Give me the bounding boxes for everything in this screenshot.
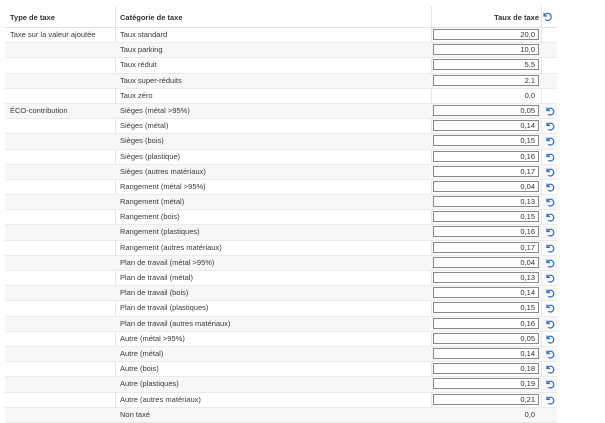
table-row <box>5 347 557 362</box>
header-tax-rate: Taux de taxe <box>494 13 539 22</box>
table-row <box>5 134 557 149</box>
table-row <box>5 89 557 104</box>
table-row <box>5 301 557 316</box>
undo-icon[interactable] <box>544 181 555 192</box>
tax-rate-input[interactable]: 0,16 <box>433 151 539 162</box>
tax-category-cell: Autre (métal) <box>120 348 164 358</box>
undo-icon[interactable] <box>544 120 555 131</box>
table-body <box>5 28 557 423</box>
undo-icon[interactable] <box>544 318 555 329</box>
tax-rate-input[interactable]: 0,04 <box>433 181 539 192</box>
table-row <box>5 43 557 58</box>
tax-category-cell: Plan de travail (métal >95%) <box>120 257 215 267</box>
tax-rate-input[interactable]: 0,18 <box>433 363 539 374</box>
tax-type-cell: ÉCO-contribution <box>10 105 68 115</box>
tax-category-cell: Rangement (autres matériaux) <box>120 242 222 252</box>
table-row <box>5 241 557 256</box>
undo-all-icon[interactable] <box>541 10 553 22</box>
tax-rate-input[interactable]: 2,1 <box>433 75 539 86</box>
undo-icon[interactable] <box>544 272 555 283</box>
undo-icon[interactable] <box>544 135 555 146</box>
tax-rate-input[interactable]: 10,0 <box>433 44 539 55</box>
tax-rate-input[interactable]: 0,04 <box>433 257 539 268</box>
table-row <box>5 195 557 210</box>
tax-category-cell: Rangement (métal) <box>120 197 185 207</box>
table-row <box>5 332 557 347</box>
tax-category-cell: Sièges (plastique) <box>120 151 181 161</box>
undo-icon[interactable] <box>544 333 555 344</box>
table-row <box>5 210 557 225</box>
table-row <box>5 180 557 195</box>
tax-category-cell: Autre (bois) <box>120 364 159 374</box>
undo-icon[interactable] <box>544 363 555 374</box>
undo-icon[interactable] <box>544 302 555 313</box>
tax-category-cell: Rangement (bois) <box>120 212 180 222</box>
tax-category-cell: Autre (autres matériaux) <box>120 394 201 404</box>
undo-icon[interactable] <box>544 211 555 222</box>
undo-icon[interactable] <box>544 394 555 405</box>
tax-rate-input[interactable]: 5,5 <box>433 59 539 70</box>
table-row <box>5 165 557 180</box>
table-row <box>5 28 557 43</box>
tax-rate-input[interactable]: 20,0 <box>433 29 539 40</box>
table-row <box>5 393 557 408</box>
undo-icon[interactable] <box>544 378 555 389</box>
table-header <box>5 6 557 28</box>
undo-icon[interactable] <box>544 257 555 268</box>
undo-icon[interactable] <box>544 166 555 177</box>
tax-category-cell: Taux réduit <box>120 60 157 70</box>
tax-rate-input[interactable]: 0,14 <box>433 287 539 298</box>
tax-rate-input[interactable]: 0,21 <box>433 394 539 405</box>
undo-icon[interactable] <box>544 151 555 162</box>
tax-rate-input[interactable]: 0,05 <box>433 333 539 344</box>
table-row <box>5 362 557 377</box>
tax-category-cell: Rangement (plastiques) <box>120 227 200 237</box>
tax-category-cell: Plan de travail (autres matériaux) <box>120 318 231 328</box>
undo-icon[interactable] <box>544 287 555 298</box>
tax-rate-input[interactable]: 0,15 <box>433 135 539 146</box>
undo-icon[interactable] <box>544 242 555 253</box>
tax-rate-input[interactable]: 0,16 <box>433 318 539 329</box>
table-row <box>5 150 557 165</box>
tax-rate-value: 0,0 <box>524 409 535 419</box>
tax-rate-input[interactable]: 0,14 <box>433 348 539 359</box>
tax-category-cell: Autre (métal >95%) <box>120 333 185 343</box>
table-row <box>5 58 557 73</box>
table-row <box>5 256 557 271</box>
tax-rate-input[interactable]: 0,19 <box>433 378 539 389</box>
tax-rate-input[interactable]: 0,15 <box>433 211 539 222</box>
tax-category-cell: Taux standard <box>120 30 168 39</box>
undo-icon[interactable] <box>544 348 555 359</box>
tax-category-cell: Taux zéro <box>120 90 153 100</box>
undo-icon[interactable] <box>544 105 555 116</box>
header-tax-type: Type de taxe <box>10 13 55 22</box>
tax-category-cell: Non taxé <box>120 409 151 419</box>
tax-category-cell: Autre (plastiques) <box>120 379 179 389</box>
table-row <box>5 104 557 119</box>
tax-category-cell: Taux super-réduits <box>120 75 182 85</box>
tax-rate-input[interactable]: 0,17 <box>433 242 539 253</box>
tax-rate-input[interactable]: 0,13 <box>433 272 539 283</box>
tax-type-cell: Taxe sur la valeur ajoutée <box>10 30 96 39</box>
tax-category-cell: Taux parking <box>120 45 163 55</box>
tax-rate-input[interactable]: 0,05 <box>433 105 539 116</box>
table-row <box>5 286 557 301</box>
tax-category-cell: Rangement (métal >95%) <box>120 181 206 191</box>
tax-rate-value: 0,0 <box>524 90 535 100</box>
tax-category-cell: Plan de travail (plastiques) <box>120 303 209 313</box>
tax-category-cell: Sièges (bois) <box>120 136 164 146</box>
tax-rate-table <box>5 6 557 423</box>
table-row <box>5 377 557 392</box>
table-row <box>5 225 557 240</box>
tax-rate-input[interactable]: 0,14 <box>433 120 539 131</box>
tax-category-cell: Plan de travail (bois) <box>120 288 189 298</box>
undo-icon[interactable] <box>544 226 555 237</box>
table-row <box>5 119 557 134</box>
tax-category-cell: Sièges (autres matériaux) <box>120 166 206 176</box>
tax-rate-input[interactable]: 0,13 <box>433 196 539 207</box>
tax-category-cell: Plan de travail (métal) <box>120 273 193 282</box>
tax-rate-input[interactable]: 0,17 <box>433 166 539 177</box>
table-row <box>5 408 557 423</box>
table-row <box>5 74 557 89</box>
tax-category-cell: Sièges (métal) <box>120 121 169 131</box>
table-row <box>5 271 557 286</box>
header-tax-category: Catégorie de taxe <box>120 13 183 22</box>
table-row <box>5 317 557 332</box>
tax-rate-input[interactable]: 0,15 <box>433 302 539 313</box>
tax-rate-input[interactable]: 0,16 <box>433 226 539 237</box>
tax-category-cell: Sièges (métal >95%) <box>120 105 190 115</box>
undo-icon[interactable] <box>544 196 555 207</box>
